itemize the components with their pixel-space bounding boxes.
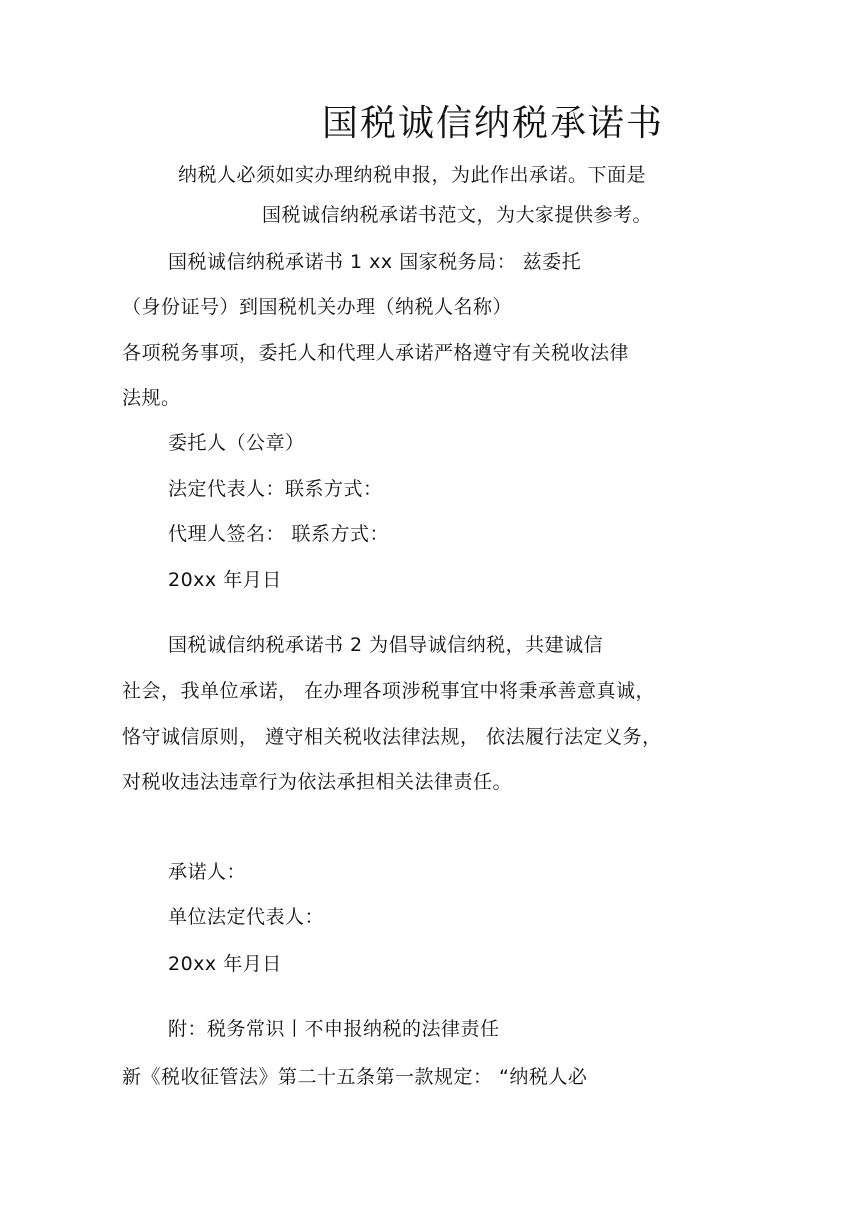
section1-line: （身份证号）到国税机关办理（纳税人名称） [122,296,513,318]
section2-line: 社会，我单位承诺， 在办理各项涉税事宜中将秉承善意真诚， [122,680,656,702]
signature-line: 代理人签名： 联系方式： [168,523,390,545]
intro-line: 国税诚信纳税承诺书范文，为大家提供参考。 [262,204,653,226]
signature-line: 法定代表人：联系方式： [168,478,383,500]
signature-line: 委托人（公章） [168,432,305,454]
section2-line: 恪守诚信原则， 遵守相关税收法律法规， 依法履行法定义务， [122,726,662,748]
section2-line: 对税收违法违章行为依法承担相关法律责任。 [122,771,513,793]
signature-line: 承诺人： [168,861,247,883]
intro-line: 纳税人必须如实办理纳税申报，为此作出承诺。下面是 [178,164,647,186]
signature-date: 20xx 年月日 [168,569,282,591]
section1-line: 国税诚信纳税承诺书 1 xx 国家税务局： 兹委托 [168,251,582,273]
signature-line: 单位法定代表人： [168,906,325,928]
section2-line: 国税诚信纳税承诺书 2 为倡导诚信纳税，共建诚信 [168,634,604,656]
signature-date: 20xx 年月日 [168,953,282,975]
section1-line: 法规。 [122,387,181,409]
section1-line: 各项税务事项，委托人和代理人承诺严格遵守有关税收法律 [122,342,630,364]
document-title: 国税诚信纳税承诺书 [322,103,665,144]
appendix-heading: 附：税务常识丨不申报纳税的法律责任 [168,1018,500,1040]
appendix-line: 新《税收征管法》第二十五条第一款规定： “纳税人必 [122,1066,588,1088]
